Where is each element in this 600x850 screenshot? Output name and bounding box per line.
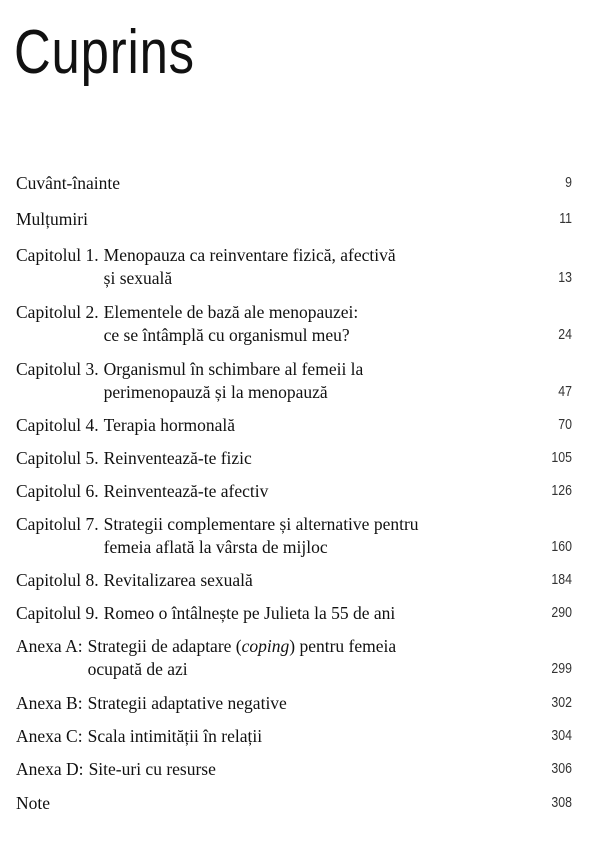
toc-entry-title-line: Menopauza ca reinventare fizică, afectivă	[103, 245, 396, 265]
toc-entry	[16, 635, 572, 681]
toc-entry-text	[16, 602, 532, 625]
toc-entry-title-line: și sexuală	[103, 268, 173, 288]
toc-entry-page-number: 13	[558, 270, 572, 286]
toc-entry-text	[16, 414, 532, 437]
toc-entry-title	[104, 602, 396, 625]
toc-entry-text	[16, 447, 532, 470]
toc-entry-text	[16, 725, 532, 748]
toc-entry-title-line: Mulțumiri	[16, 209, 88, 229]
toc-entry-prefix: Capitolul 8.	[16, 570, 99, 590]
toc-entry-title-line: Organismul în schimbare al femeii la	[103, 359, 364, 379]
toc-entry	[16, 569, 572, 592]
toc-entry-title-line: Strategii complementare și alternative pentru	[103, 514, 419, 534]
toc-entry-prefix: Anexa C:	[16, 726, 83, 746]
toc-entry-title-line: Note	[16, 793, 51, 813]
toc-entry-title	[16, 172, 120, 195]
toc-entry	[16, 792, 572, 815]
toc-entry-title	[104, 569, 253, 592]
toc-entry-text	[16, 208, 532, 231]
toc-entry-title-line: femeia aflată la vârsta de mijloc	[103, 537, 328, 557]
toc-entry-title	[88, 692, 287, 715]
toc-entry-title	[88, 635, 397, 681]
toc-entry-text	[16, 758, 532, 781]
toc-entry-title-line: Scala intimității în relații	[87, 726, 263, 746]
toc-entry	[16, 414, 572, 437]
toc-entry-page-number: 290	[551, 605, 572, 621]
toc-entry	[16, 208, 572, 231]
toc-entry-page-number: 126	[551, 483, 572, 499]
toc-entry-title-line: perimenopauză și la menopauză	[103, 382, 328, 402]
toc-entry-title	[104, 358, 364, 404]
toc-entry-title	[104, 513, 419, 559]
toc-entry	[16, 447, 572, 470]
toc-entry-page-number: 302	[551, 695, 572, 711]
toc-entry	[16, 758, 572, 781]
toc-entry-page-number: 24	[558, 327, 572, 343]
toc-entry-title-line: Terapia hormonală	[103, 415, 236, 435]
toc-entry-title-line: ocupată de azi	[87, 659, 188, 679]
toc-entry-prefix: Anexa A:	[16, 636, 83, 656]
toc-entry-prefix: Anexa B:	[16, 693, 83, 713]
table-of-contents	[16, 172, 572, 815]
toc-entry-text	[16, 480, 532, 503]
toc-entry-text	[16, 792, 532, 815]
toc-entry-page-number: 47	[558, 384, 572, 400]
toc-entry-title-line: Elementele de bază ale menopauzei:	[103, 302, 359, 322]
toc-entry	[16, 692, 572, 715]
toc-entry-text	[16, 301, 532, 347]
toc-entry-title-line: Reinventează-te afectiv	[103, 481, 269, 501]
toc-entry	[16, 725, 572, 748]
toc-entry	[16, 513, 572, 559]
toc-entry-prefix: Capitolul 2.	[16, 302, 99, 322]
toc-entry-title	[104, 301, 359, 347]
toc-entry-page-number: 304	[551, 728, 572, 744]
toc-entry-page-number: 11	[559, 211, 572, 227]
toc-entry	[16, 602, 572, 625]
toc-entry-prefix: Anexa D:	[16, 759, 84, 779]
toc-entry-page-number: 70	[558, 417, 572, 433]
toc-entry	[16, 172, 572, 195]
toc-entry-page-number: 9	[565, 175, 572, 191]
toc-entry-title	[88, 725, 262, 748]
toc-entry-title	[89, 758, 216, 781]
toc-entry	[16, 244, 572, 290]
toc-entry-page-number: 299	[551, 661, 572, 677]
toc-entry-title	[16, 792, 50, 815]
toc-entry-title-line: Strategii de adaptare (coping) pentru femeia	[87, 636, 397, 656]
toc-entry-prefix: Capitolul 3.	[16, 359, 99, 379]
toc-entry	[16, 480, 572, 503]
toc-entry-title-line: Strategii adaptative negative	[87, 693, 287, 713]
page-title: Cuprins	[14, 18, 195, 87]
toc-entry-title-line: ce se întâmplă cu organismul meu?	[103, 325, 350, 345]
toc-entry-title-line: Cuvânt-înainte	[16, 173, 121, 193]
toc-entry-title	[104, 414, 235, 437]
toc-entry-text	[16, 569, 532, 592]
toc-entry-text	[16, 513, 532, 559]
toc-entry-page-number: 306	[551, 761, 572, 777]
toc-entry-page-number: 105	[551, 450, 572, 466]
toc-entry-page-number: 184	[551, 572, 572, 588]
toc-entry-title-line: Romeo o întâlnește pe Julieta la 55 de ani	[103, 603, 396, 623]
toc-entry-title	[104, 447, 252, 470]
toc-entry-prefix: Capitolul 5.	[16, 448, 99, 468]
toc-entry-title	[104, 480, 269, 503]
toc-entry-title	[104, 244, 396, 290]
toc-entry-title	[16, 208, 88, 231]
toc-entry-page-number: 308	[551, 795, 572, 811]
toc-entry-text	[16, 635, 532, 681]
toc-entry-title-line: Revitalizarea sexuală	[103, 570, 253, 590]
toc-entry-page-number: 160	[551, 539, 572, 555]
toc-entry	[16, 301, 572, 347]
toc-entry-title-line: Site-uri cu resurse	[88, 759, 216, 779]
toc-entry-prefix: Capitolul 6.	[16, 481, 99, 501]
toc-entry-prefix: Capitolul 7.	[16, 514, 99, 534]
toc-entry-text	[16, 692, 532, 715]
toc-entry-prefix: Capitolul 4.	[16, 415, 99, 435]
toc-entry-prefix: Capitolul 9.	[16, 603, 99, 623]
toc-entry-title-line: Reinventează-te fizic	[103, 448, 252, 468]
toc-entry	[16, 358, 572, 404]
toc-entry-text	[16, 358, 532, 404]
toc-entry-prefix: Capitolul 1.	[16, 245, 99, 265]
toc-entry-text	[16, 244, 532, 290]
toc-entry-text	[16, 172, 532, 195]
